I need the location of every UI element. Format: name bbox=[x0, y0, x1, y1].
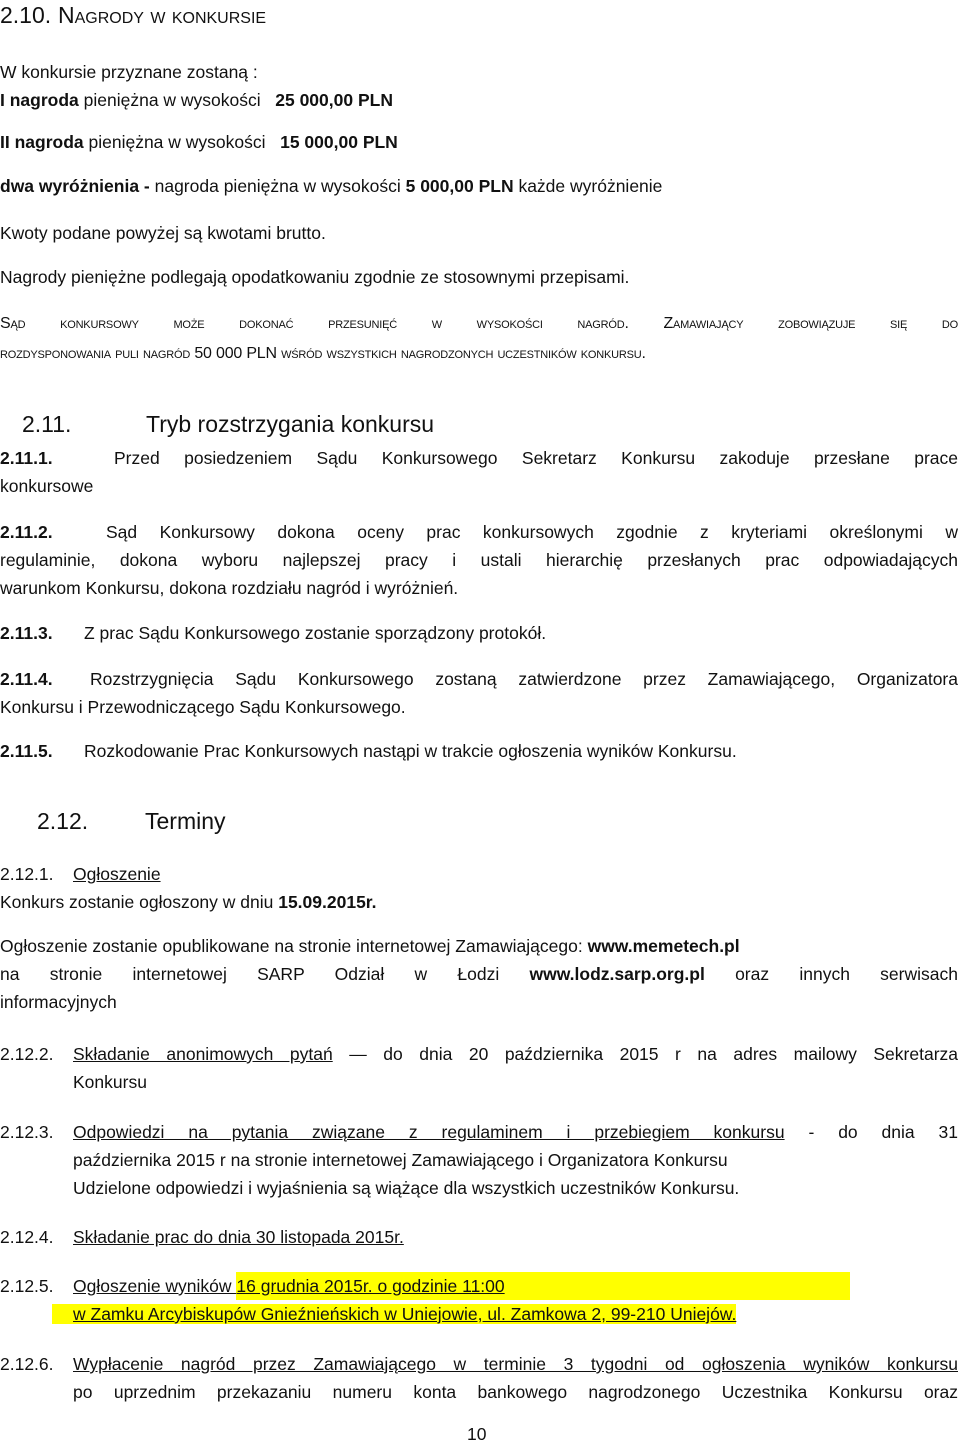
publication-text: informacyjnych bbox=[0, 992, 117, 1012]
item-number: 2.11.2. bbox=[0, 522, 53, 542]
item-title: Wypłacenie nagród przez Zamawiającego w terminie 3 tygodni od ogłoszenia wyników konkursu bbox=[73, 1354, 958, 1374]
prize-2-amount: 15 000,00 PLN bbox=[280, 132, 398, 152]
section-number: 2.10. bbox=[0, 2, 52, 28]
results-venue-highlight: w Zamku Arcybiskupów Gnieźnieńskich w Uniejowie, ul. Zamkowa 2, 99-210 Uniejów. bbox=[52, 1304, 736, 1324]
gross-text: Kwoty podane powyżej są kwotami brutto. bbox=[0, 223, 326, 243]
item-text: - do dnia 31 bbox=[784, 1122, 958, 1142]
item-number: 2.12.3. bbox=[0, 1122, 54, 1142]
item-text: — do dnia 20 października 2015 r na adres mailowy Sekretarza bbox=[332, 1044, 958, 1064]
jury-note bbox=[0, 310, 958, 368]
sarp-link[interactable]: www.lodz.sarp.org.pl bbox=[529, 964, 705, 984]
publication-note bbox=[0, 932, 958, 1016]
prize-2 bbox=[0, 128, 958, 156]
publication-text: Ogłoszenie zostanie opublikowane na stronie internetowej Zamawiającego: bbox=[0, 936, 588, 956]
distinction-amount: 5 000,00 PLN bbox=[405, 176, 514, 196]
section-2-11-heading bbox=[0, 408, 958, 440]
item-number: 2.11.5. bbox=[0, 741, 53, 761]
item-line: warunkom Konkursu, dokona rozdziału nagród i wyróżnień. bbox=[0, 578, 459, 598]
announce-date: 15.09.2015r. bbox=[278, 892, 377, 912]
results-date-highlight: 16 grudnia 2015r. o godzinie 11:00 bbox=[236, 1272, 850, 1300]
item-2-11-1 bbox=[0, 444, 958, 500]
item-title: Składanie prac do dnia 30 listopada 2015r. bbox=[73, 1227, 404, 1247]
item-line: konkursowe bbox=[0, 476, 94, 496]
item-number: 2.11.3. bbox=[0, 623, 53, 643]
item-title: Odpowiedzi na pytania związane z regulaminem i przebiegiem konkursu bbox=[73, 1122, 785, 1142]
section-title: Nagrody w konkursie bbox=[58, 2, 267, 28]
item-line: Z prac Sądu Konkursowego zostanie sporządzony protokół. bbox=[84, 623, 547, 643]
item-text: po uprzednim przekazaniu numeru konta bankowego nagrodzonego Uczestnika Konkursu oraz bbox=[73, 1382, 958, 1402]
distinction-text: nagroda pieniężna w wysokości bbox=[149, 176, 406, 196]
item-number: 2.11.4. bbox=[0, 669, 53, 689]
section-2-12-heading bbox=[0, 804, 958, 838]
item-text: Konkursu bbox=[73, 1072, 147, 1092]
item-number: 2.12.2. bbox=[0, 1044, 54, 1064]
prizes-intro: W konkursie przyznane zostaną : bbox=[0, 62, 258, 82]
jury-line-2: rozdysponowania puli nagród 50 000 PLN wśród wszystkich nagrodzonych uczestników konkursu. bbox=[0, 345, 646, 362]
item-title: Ogłoszenie bbox=[73, 864, 161, 884]
item-line: Konkursu i Przewodniczącego Sądu Konkursowego. bbox=[0, 697, 406, 717]
page-number: 10 bbox=[467, 1424, 487, 1444]
gross-note bbox=[0, 219, 958, 247]
announce-text: Konkurs zostanie ogłoszony w dniu bbox=[0, 892, 279, 912]
item-text: października 2015 r na stronie internetowej Zamawiającego i Organizatora Konkursu bbox=[73, 1150, 728, 1170]
memetech-link[interactable]: www.memetech.pl bbox=[587, 936, 740, 956]
tax-text: Nagrody pieniężne podlegają opodatkowaniu zgodnie ze stosownymi przepisami. bbox=[0, 267, 630, 287]
distinction-label: dwa wyróżnienia - bbox=[0, 176, 150, 196]
section-number: 2.11. bbox=[22, 411, 72, 437]
section-title: Terminy bbox=[145, 808, 226, 834]
prizes-block bbox=[0, 58, 958, 86]
item-2-12-2 bbox=[0, 1040, 958, 1096]
item-2-12-5 bbox=[0, 1272, 958, 1328]
item-number: 2.11.1. bbox=[0, 448, 53, 468]
item-2-12-4 bbox=[0, 1223, 958, 1251]
item-line: Rozkodowanie Prac Konkursowych nastąpi w trakcie ogłoszenia wyników Konkursu. bbox=[84, 741, 737, 761]
item-2-11-3 bbox=[0, 619, 958, 647]
item-number: 2.12.1. bbox=[0, 864, 54, 884]
item-2-11-5 bbox=[0, 737, 958, 765]
prize-2-label: II nagroda bbox=[0, 132, 84, 152]
item-line: Rozstrzygnięcia Sądu Konkursowego zostaną zatwierdzone przez Zamawiającego, Organizatora bbox=[90, 669, 958, 689]
item-text: Udzielone odpowiedzi i wyjaśnienia są wiążące dla wszystkich uczestników Konkursu. bbox=[73, 1178, 740, 1198]
prize-1-label: I nagroda bbox=[0, 90, 79, 110]
item-line: regulaminie, dokona wyboru najlepszej pracy i ustali hierarchię przesłanych prac odpowiadających bbox=[0, 550, 958, 570]
item-title: Ogłoszenie wyników bbox=[73, 1276, 237, 1296]
item-number: 2.12.6. bbox=[0, 1354, 54, 1374]
item-number: 2.12.5. bbox=[0, 1276, 54, 1296]
section-2-10-heading bbox=[0, 0, 958, 30]
item-title: Składanie anonimowych pytań bbox=[73, 1044, 333, 1064]
prize-2-text: pieniężna w wysokości bbox=[83, 132, 266, 152]
publication-text: oraz innych serwisach bbox=[704, 964, 958, 984]
item-2-12-6 bbox=[0, 1350, 958, 1406]
item-number: 2.12.4. bbox=[0, 1227, 54, 1247]
item-line: Przed posiedzeniem Sądu Konkursowego Sekretarz Konkursu zakoduje przesłane prace bbox=[114, 448, 958, 468]
tax-note bbox=[0, 263, 958, 291]
item-2-11-4 bbox=[0, 665, 958, 721]
section-title: Tryb rozstrzygania konkursu bbox=[146, 411, 435, 437]
item-line: Sąd Konkursowy dokona oceny prac konkursowych zgodnie z kryteriami określonymi w bbox=[106, 522, 958, 542]
item-2-12-1 bbox=[0, 860, 958, 916]
section-number: 2.12. bbox=[37, 808, 89, 834]
item-2-12-3 bbox=[0, 1118, 958, 1202]
item-2-11-2 bbox=[0, 518, 958, 602]
publication-text: na stronie internetowej SARP Odział w Łodzi bbox=[0, 964, 530, 984]
distinctions bbox=[0, 172, 958, 200]
prize-1-amount: 25 000,00 PLN bbox=[275, 90, 393, 110]
prize-1 bbox=[0, 86, 958, 114]
distinction-tail: każde wyróżnienie bbox=[513, 176, 663, 196]
prize-1-text: pieniężna w wysokości bbox=[78, 90, 261, 110]
jury-line-1: Sąd konkursowy może dokonać przesunięć w wysokości nagród. Zamawiający zobowiązuje się do bbox=[0, 315, 958, 332]
